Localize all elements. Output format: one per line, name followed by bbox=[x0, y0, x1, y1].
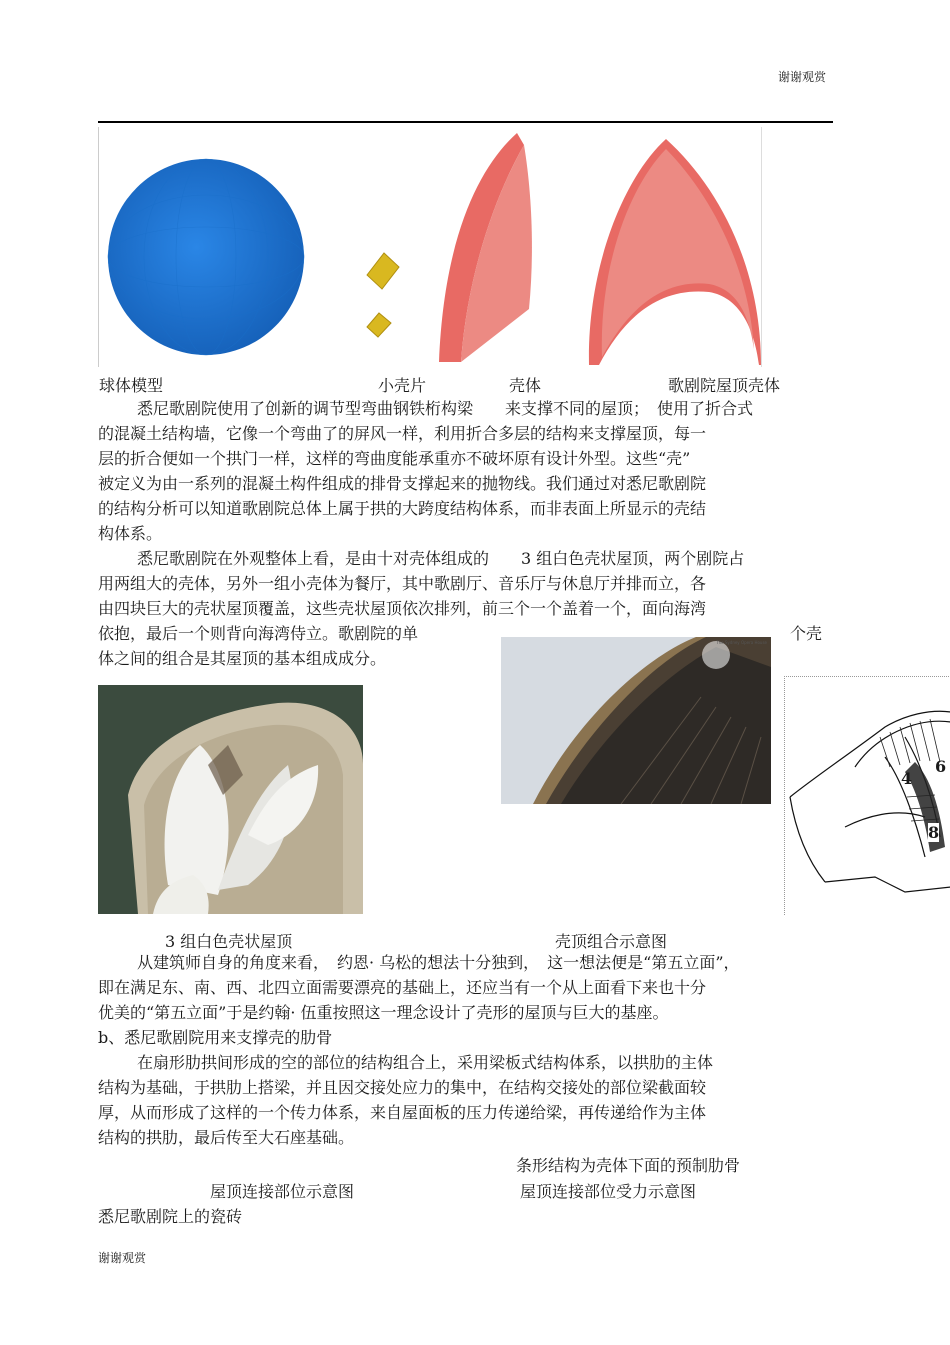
paragraph1-line6: 构体系。 bbox=[98, 524, 163, 543]
paragraph1-line4: 被定义为由一系列的混凝土构件组成的排骨支撑起来的抛物线。我们通过对悉尼歌剧院 bbox=[98, 474, 707, 493]
paragraph3-line3: 优美的“第五立面”于是约翰· 伍重按照这一理念设计了壳形的屋顶与巨大的基座。 bbox=[98, 1003, 669, 1022]
paragraph2-line5: 体之间的组合是其屋顶的基本组成成分。 bbox=[98, 649, 387, 668]
paragraph3-line1: 从建筑师自身的角度来看， 约恩· 乌松的想法十分独到， 这一想法便是“第五立面”， bbox=[137, 953, 740, 972]
caption-small-shell: 小壳片 bbox=[378, 376, 427, 395]
shell-models-svg bbox=[99, 127, 761, 367]
caption-opera-roof-shell: 歌剧院屋顶壳体 bbox=[668, 376, 781, 395]
sketch-number-4: 4 bbox=[901, 769, 913, 788]
paragraph4-line2: 结构为基础，于拱肋上搭梁，并且因交接处应力的集中，在结构交接处的部位梁截面较 bbox=[98, 1078, 707, 1097]
paragraph2-line3: 由四块巨大的壳状屋顶覆盖，这些壳状屋顶依次排列，前三个一个盖着一个，面向海湾 bbox=[98, 599, 707, 618]
roof-edge-photo bbox=[501, 637, 771, 804]
photo-watermark: The Sydney Opera House bbox=[716, 640, 767, 645]
caption-prefab-ribs: 条形结构为壳体下面的预制肋骨 bbox=[516, 1156, 741, 1175]
paragraph2-line4: 依抱，最后一个则背向海湾侍立。歌剧院的单 bbox=[98, 624, 419, 643]
paragraph2-line1: 悉尼歌剧院在外观整体上看，是由十对壳体组成的 3 组白色壳状屋顶，两个剧院占 bbox=[137, 549, 745, 568]
opera-roof-shell-model bbox=[589, 139, 761, 365]
aerial-roof-photo bbox=[98, 685, 363, 914]
caption-roof-joint: 屋顶连接部位示意图 bbox=[210, 1182, 355, 1201]
paragraph4-line4: 结构的拱肋，最后传至大石座基础。 bbox=[98, 1128, 355, 1147]
shell-model bbox=[439, 133, 532, 362]
caption-sphere-model: 球体模型 bbox=[99, 376, 164, 395]
page-footer: 谢谢观赏 bbox=[98, 1251, 147, 1265]
sphere-model bbox=[108, 159, 304, 355]
paragraph2-line4-end: 个壳 bbox=[790, 624, 823, 643]
caption-tiles: 悉尼歌剧院上的瓷砖 bbox=[98, 1207, 243, 1226]
paragraph1-line2: 的混凝土结构墙，它像一个弯曲了的屏风一样，利用折合多层的结构来支撑屋顶，每一 bbox=[98, 424, 707, 443]
sketch-number-6: 6 bbox=[935, 757, 947, 776]
small-shell-pieces bbox=[367, 253, 399, 337]
caption-roof-joint-force: 屋顶连接部位受力示意图 bbox=[520, 1182, 697, 1201]
header-rule bbox=[98, 121, 833, 123]
paragraph4-line3: 厚，从而形成了这样的一个传力体系，来自屋面板的压力传递给梁，再传递给作为主体 bbox=[98, 1103, 707, 1122]
paragraph3-line2: 即在满足东、南、西、北四立面需要漂亮的基础上，还应当有一个从上面看下来也十分 bbox=[98, 978, 707, 997]
caption-shell-combination: 壳顶组合示意图 bbox=[555, 932, 668, 951]
paragraph1-line3: 层的折合便如一个拱门一样，这样的弯曲度能承重亦不破坏原有设计外型。这些“壳” bbox=[98, 449, 691, 468]
caption-white-shell-roofs: 3 组白色壳状屋顶 bbox=[165, 932, 293, 951]
section-b-heading: b、悉尼歌剧院用来支撑壳的肋骨 bbox=[98, 1028, 333, 1047]
paragraph2-line2: 用两组大的壳体，另外一组小壳体为餐厅，其中歌剧厅、音乐厅与休息厅并排而立，各 bbox=[98, 574, 707, 593]
shell-models-figure bbox=[98, 127, 762, 367]
paragraph1-line1: 悉尼歌剧院使用了创新的调节型弯曲钢铁桁构梁 来支撑不同的屋顶； 使用了折合式 bbox=[137, 399, 754, 418]
paragraph1-line5: 的结构分析可以知道歌剧院总体上属于拱的大跨度结构体系，而非表面上所显示的壳结 bbox=[98, 499, 707, 518]
shell-combination-sketch bbox=[784, 676, 950, 915]
paragraph4-line1: 在扇形肋拱间形成的空的部位的结构组合上，采用梁板式结构体系，以拱肋的主体 bbox=[137, 1053, 714, 1072]
sketch-number-8: 8 bbox=[928, 823, 940, 842]
page-header: 谢谢观赏 bbox=[778, 70, 827, 84]
caption-shell: 壳体 bbox=[509, 376, 542, 395]
